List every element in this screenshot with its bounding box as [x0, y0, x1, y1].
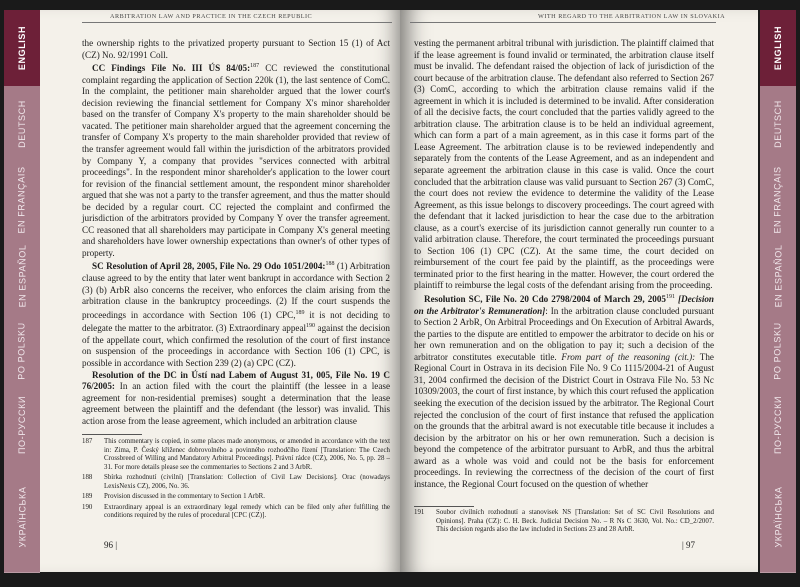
paragraph-text: The Regional Court in Ostrava in its decision File No. 9 Co 1115/2004-21 of August 31, 2004 confirmed the decision of the District Court in Ostrava File No. 53 Nc 10309/2003, the court of first instance, by which this court refused the application seeking the execution of the decision issued by the arbitrator. The Regional Court rejected the conclusion of the court of first instance that refused the application on the grounds that the arbitral award is not executable title because it includes a decision by the arbitrator on his or her own remuneration. Such a decision is beyond the competence of the arbitrator pursuant to ArbR, and thus the arbitral award as a whole was void and could not be the basis for enforcement proceedings. In reviewing the correctness of the decision of the court of first instance, the Regional Court focused on the question of whether [414, 351, 714, 489]
footnote-number: 190 [82, 503, 93, 511]
header-rule [82, 22, 392, 23]
language-tab-label: DEUTSCH [773, 100, 784, 148]
language-tab-label: PO POLSKU [17, 322, 28, 380]
language-tab [760, 238, 796, 315]
footnote-number: 187 [82, 438, 93, 445]
footnote-rule [414, 506, 474, 507]
footnote-number: 191 [414, 509, 425, 516]
paragraph-text: In an action filed with the court the plaintiff (the lessee in a lease agreement for non-residential premises) sought a determination that the lease agreement between the plaintiff and the defendant (the lessor) was invalid. This action arose from the lease agreement, which included an arbitration clause [82, 381, 390, 426]
paragraph [82, 259, 390, 369]
footnote-ref: 189 [295, 309, 305, 316]
case-heading: Resolution of the DC in Ústí nad Labem of August 31, 005, File No. 19 C 76/2005: [82, 369, 390, 392]
language-tabs-left [4, 10, 40, 572]
footnote [82, 474, 390, 491]
footnote-ref: 187 [250, 63, 260, 70]
language-tab [4, 86, 40, 163]
language-tab-label: ENGLISH [773, 25, 783, 71]
language-tab [4, 388, 40, 463]
language-tab-label: EN ESPAÑOL [773, 244, 784, 308]
header-rule [410, 22, 716, 23]
language-tab [760, 388, 796, 463]
language-tab-label: ПО-РУССКИ [773, 395, 784, 455]
language-tab-label: EN FRANÇAIS [17, 166, 28, 234]
paragraph-text: against the decision of the appellate court, which confirmed the resolution of the court of first instance on suspension of the proceedings in accordance with Section 106 (1) CPC, is possible in accordance with Section 239 (2) (a) CPC (CZ). [82, 323, 390, 368]
language-tab-label: EN FRANÇAIS [773, 166, 784, 234]
case-heading: Resolution SC, File No. 20 Cdo 2798/2004 of March 29, 2005 [424, 294, 666, 305]
footnote-text: Sbírka rozhodnutí (civilní) [Translation: Collection of Civil Law Decisions]. Orac (nowadays LexisNexis CZ), 2006, No. 36. [104, 474, 390, 490]
paragraph-text: it is not deciding to delegate the matter to the arbitrator. (3) Extraordinary appeal [82, 309, 390, 334]
paragraph-text: CC reviewed the constitutional complaint regarding the application of Section 220k (1), the last sentence of ComC. In the complaint, the petitioner main shareholder argued that the lower court's decision reviewing the financial settlement for Company X's minor shareholder based on the transfer of Company X's property to the main shareholder should be vacated. The petitioner main shareholder argued that the agreement concerning the transfer of Company X's property to the main shareholder provided that review of the transfer agreement would fall within the jurisdiction of the arbitrators provided by Company Y, a company that provides "services connected with arbitral proceedings". In the respondent minor shareholder's application to the lower court for revision of the financial settlement amount, the respondent minor shareholder argued that she was not a party to the transfer agreement, and thus the matter should be decided by a regular court. CC rejected the complaint and confirmed the jurisdiction of the arbitrators provided by Company Y over the transfer agreement. CC reasoned that all shareholders may participate in Company X's general meeting and shareholders have lower ownership expectations than owner's of other types of property. [82, 63, 390, 258]
language-tab [760, 162, 796, 239]
footnotes [82, 438, 390, 523]
case-heading: CC Findings File No. III ÚS 84/05: [92, 63, 251, 74]
right-page [400, 10, 758, 572]
running-head: ARBITRATION LAW AND PRACTICE IN THE CZECH REPUBLIC [110, 13, 313, 20]
case-heading: SC Resolution of April 28, 2005, File No. 29 Odo 1051/2004: [92, 261, 326, 272]
paragraph-text: (1) Arbitration clause agreed to by the entity that later went bankrupt in accordance with Section 2 (3) (b) ArbR also concerns the receiver, who enforces the claim arising from the arbitration clause in the bankruptcy proceedings. (2) If the court suspends the proceedings in accordance with Section 106 (1) CPC, [82, 261, 390, 320]
language-tab [760, 314, 796, 389]
paragraph-text: : In the arbitration clause concluded pursuant to Section 2 ArbR, On Arbitral Proceedings and On Execution of Arbitral Awards, the parties to the dispute are entitled to empower the arbitrator to decide on his or her own remuneration and on the obligation to pay it; such a decision of the arbitrator constitutes executable title. [414, 305, 715, 362]
language-tab [760, 10, 796, 87]
language-tab [4, 314, 40, 389]
paragraph: the ownership rights to the privatized property pursuant to Section 15 (1) of Act (CZ) No. 92/1991 Coll. [82, 38, 390, 60]
footnote-rule [82, 434, 142, 435]
language-tab [4, 10, 40, 87]
case-subtitle: [Decision on the Arbitrator's Remuneration] [414, 294, 714, 316]
language-tab [760, 462, 796, 573]
footnote [82, 493, 390, 502]
footnote [82, 504, 390, 521]
paragraph [82, 61, 390, 259]
language-tab-label: ПО-РУССКИ [17, 395, 28, 455]
paragraph [82, 370, 390, 428]
body-text [82, 38, 390, 427]
language-tab [4, 162, 40, 239]
language-tab-label: ENGLISH [17, 25, 27, 71]
paragraph: vesting the permanent arbitral tribunal with jurisdiction. The plaintiff claimed that if the lease agreement is found invalid or terminated, the arbitration clause itself must be invalid. The defendant raised the objection of lack of jurisdiction of the court because of the arbitration clause. The defendant also referred to Section 267 (3) ComC, according to which the arbitration clause remains valid if the agreement in which it is included is determined to be invalid. After consideration of all the decisive facts, the court concluded that the parties validly agreed to the arbitration clause. The arbitration clause is to be held an individual agreement, which can form a part of a main agreement, as in this case it forms part of the Lease Agreement. The arbitration clause is to be reviewed independently and separately from the contents of the Lease Agreement, and as an independent and separate agreement the arbitration clause in this case is valid. Once the court concluded that the arbitration clause was valid pursuant to Section 267 (3) ComC, the court does not review the evidence to determine the validity of the Lease Agreement, as this issue belongs to discovery proceedings. The court agreed with the defendant that it lacked jurisdiction to hear the case due to the arbitration clause, as a court's exercise of its jurisdiction cannot generally run counter to a valid arbitration clause. Therefore, the court terminated the proceedings pursuant to Section 106 (1) CPC (CZ). At the same time, the court decided on reimbursement of the court fee paid by the plaintiff, as the proceedings were terminated prior to the first hearing in the matter. However, the court ordered the plaintiff to reimburse the legal costs of the defendant arising from the proceeding. [414, 38, 714, 291]
footnote-text: This commentary is copied, in some places made anonymous, or amended in accordance with the text in: Zima, P. Český křiženec dobrovolného a povinného rozhodčího řízení [Translation: The Czech Crossbreed of Willing and Mandatory Arbitral Proceedings]. Právní rádce (CZ), 2006, No. 5, pp. 28 – 31. For more details please see the commentaries to Sections 2 and 3 ArbR. [104, 438, 390, 471]
footnote [82, 438, 390, 472]
footnote-text: Provision discussed in the commentary to Section 1 ArbR. [104, 493, 265, 500]
footnote [414, 509, 714, 535]
running-head: WITH REGARD TO THE ARBITRATION LAW IN SLOVAKIA [538, 13, 726, 20]
body-text [414, 38, 714, 490]
language-tabs-right [760, 10, 796, 572]
footnote-text: Extraordinary appeal is an extraordinary legal remedy which can be filed only after fulfilling the conditions required by the rules of procedural [CPC (CZ)]. [104, 503, 390, 519]
language-tab [4, 238, 40, 315]
footnote-number: 189 [82, 493, 93, 500]
language-tab-label: EN ESPAÑOL [17, 244, 28, 308]
footnote-ref: 188 [325, 261, 335, 268]
footnotes [414, 509, 714, 537]
language-tab [4, 462, 40, 573]
language-tab-label: PO POLSKU [773, 322, 784, 380]
page-number: 96 | [104, 540, 118, 550]
footnote-number: 188 [82, 474, 93, 481]
language-tab-label: DEUTSCH [17, 100, 28, 148]
language-tab-label: УКРАЇНСЬКА [773, 486, 784, 548]
language-tab-label: УКРАЇНСЬКА [17, 486, 28, 548]
left-page [40, 10, 400, 572]
paragraph [414, 292, 714, 490]
page-number: | 97 [682, 540, 696, 550]
reasoning-label: From part of the reasoning (cit.): [556, 351, 696, 362]
language-tab [760, 86, 796, 163]
footnote-ref: 190 [306, 323, 316, 330]
footnote-text: Soubor civilních rozhodnutí a stanovisek NS [Translation: Set of SC Civil Resolutions and Opinions]. Praha (CZ): C. H. Beck. Judicial Decision No. – R Ns C 3630, Vol. No.: CD_2/2007. This decision regards also the law included in Sections 23 and 28 ArbR. [436, 509, 714, 533]
footnote-ref: 191 [665, 294, 675, 301]
